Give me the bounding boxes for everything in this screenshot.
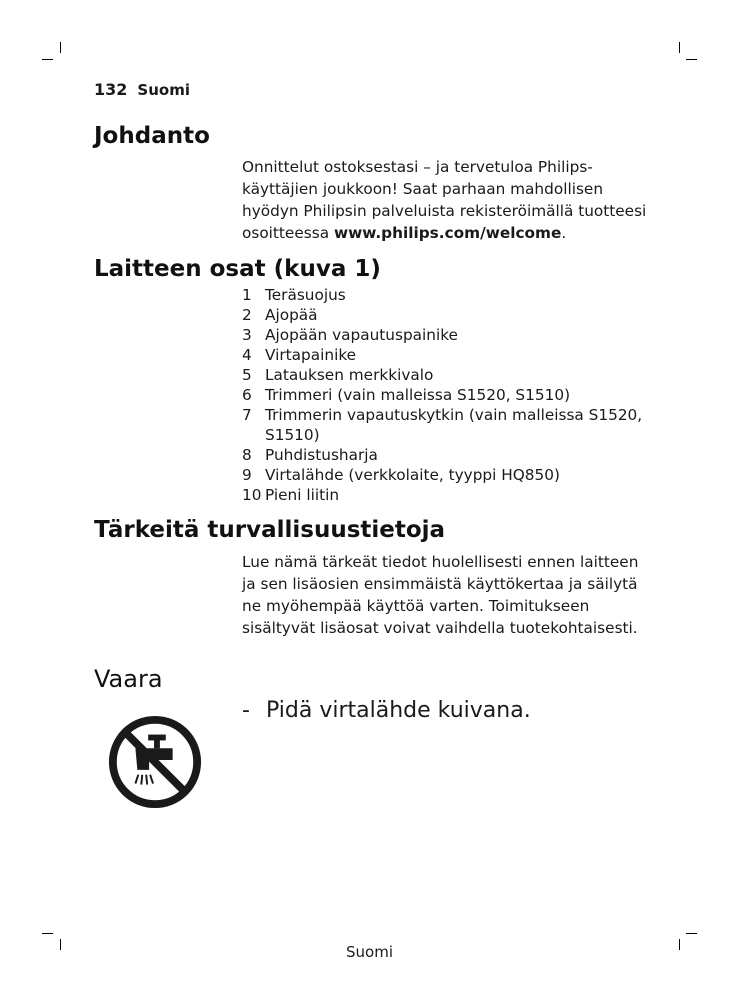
item-label: Trimmeri (vain malleissa S1520, S1510): [265, 386, 571, 404]
safety-heading: Tärkeitä turvallisuustietoja: [94, 517, 446, 543]
item-label: Virtalähde (verkkolaite, tyyppi HQ850): [265, 466, 560, 484]
list-item: [242, 465, 662, 485]
crop-mark: [42, 59, 53, 60]
list-item: [242, 285, 662, 305]
list-item: [242, 405, 662, 445]
warning-dash: -: [242, 698, 250, 723]
water-drop: [141, 775, 142, 785]
item-number: 9: [242, 466, 252, 484]
tap-spout: [135, 748, 172, 770]
item-number: 10: [242, 486, 262, 504]
item-number: 6: [242, 386, 252, 404]
item-number: 3: [242, 326, 252, 344]
item-number: 7: [242, 406, 252, 424]
list-item: [242, 445, 662, 465]
water-drop: [135, 775, 138, 784]
item-label: Trimmerin vapautuskytkin (vain malleissa S1520, S1510): [265, 406, 643, 444]
page-number: 132: [94, 80, 128, 99]
crop-mark: [686, 59, 697, 60]
list-item: [242, 345, 662, 365]
page-header: [94, 80, 190, 99]
crop-mark: [60, 42, 61, 53]
item-label: Puhdistusharja: [265, 446, 378, 464]
intro-text: Onnittelut ostoksestasi – ja tervetuloa Philips-käyttäjien joukkoon! Saat parhaan mahdollisen hyödyn Philipsin palveluista rekisteröimällä tuotteesi osoitteessa: [242, 158, 647, 242]
list-item: [242, 485, 662, 505]
danger-heading: Vaara: [94, 665, 163, 693]
item-number: 1: [242, 286, 252, 304]
item-label: Latauksen merkkivalo: [265, 366, 434, 384]
item-label: Ajopää: [265, 306, 318, 324]
item-label: Pieni liitin: [265, 486, 340, 504]
intro-end: .: [561, 224, 567, 242]
safety-paragraph: Lue nämä tärkeät tiedot huolellisesti ennen laitteen ja sen lisäosien ensimmäistä käyttökertaa ja säilytä ne myöhempää käyttöä varten. Toimitukseen sisältyvät lisäosat voivat vaihdella tuotekohtaisesti.: [242, 553, 639, 637]
item-label: Virtapainike: [265, 346, 357, 364]
intro-heading: Johdanto: [94, 123, 210, 149]
item-label: Teräsuojus: [265, 286, 346, 304]
warning-text: Pidä virtalähde kuivana.: [266, 698, 531, 723]
tap-stem: [154, 738, 160, 748]
parts-heading: Laitteen osat (kuva 1): [94, 256, 381, 282]
crop-mark: [686, 933, 697, 934]
list-item: [242, 365, 662, 385]
water-drop: [150, 775, 153, 784]
list-item: [242, 385, 662, 405]
philips-url[interactable]: www.philips.com/welcome: [333, 224, 562, 242]
item-number: 5: [242, 366, 252, 384]
item-number: 4: [242, 346, 252, 364]
parts-list: [242, 285, 662, 505]
item-number: 2: [242, 306, 252, 324]
crop-mark: [42, 933, 53, 934]
no-water-tap-icon: [106, 713, 204, 811]
list-item: [242, 325, 662, 345]
page-footer: Suomi: [346, 943, 393, 961]
list-item: [242, 305, 662, 325]
intro-paragraph: [242, 156, 652, 244]
item-label: Ajopään vapautuspainike: [265, 326, 458, 344]
crop-mark: [679, 42, 680, 53]
water-drop: [146, 775, 147, 785]
header-language: Suomi: [137, 81, 190, 99]
item-number: 8: [242, 446, 252, 464]
warning-item: [242, 698, 531, 723]
